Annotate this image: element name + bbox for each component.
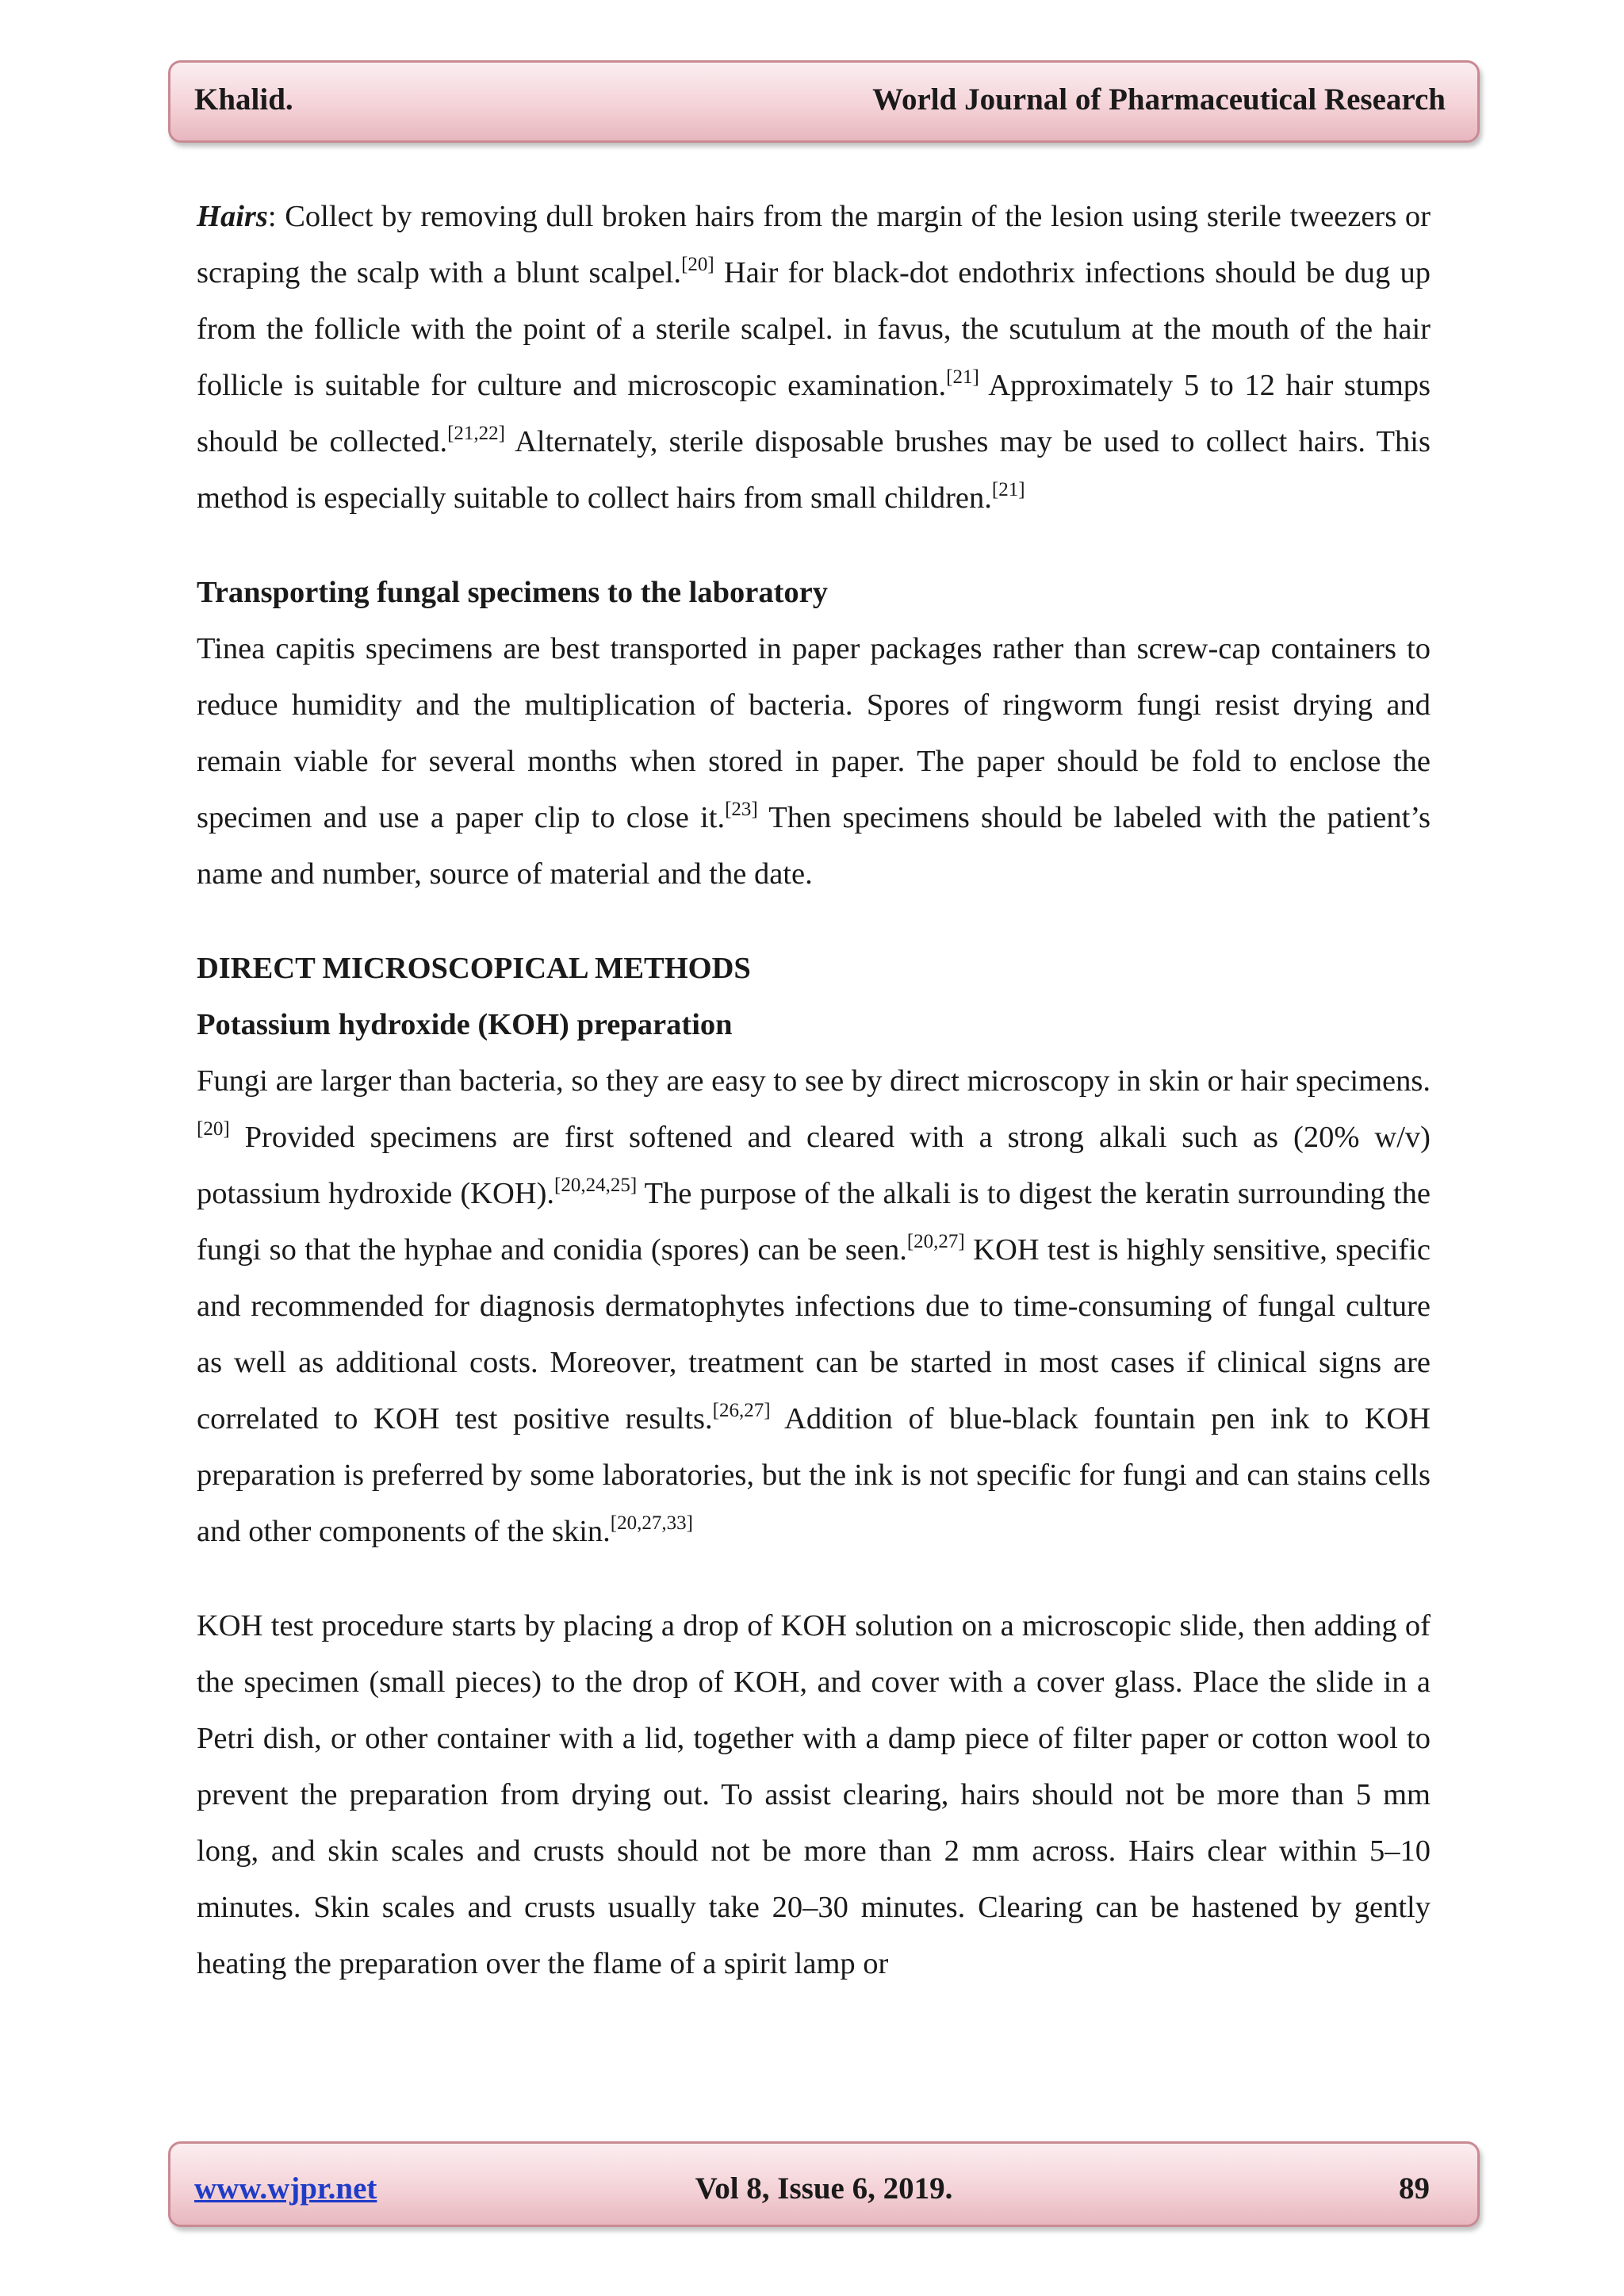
- hairs-text-1: : Collect by removing dull broken hairs from the margin of the lesion using sterile tweezers or scraping the scalp with a blunt scalpel.: [197, 200, 1431, 289]
- procedure-paragraph: KOH test procedure starts by placing a drop of KOH solution on a microscopic slide, then adding of the specimen (small pieces) to the drop of KOH, and cover with a cover glass. Place the slide in a Petri dish, or other container with a lid, together with a damp piece of filter paper or cotton wool to prevent the preparation from drying out. To assist clearing, hairs should not be more than 5 mm long, and skin scales and crusts should not be more than 2 mm across. Hairs clear within 5–10 minutes. Skin scales and crusts usually take 20–30 minutes. Clearing can be hastened by gently heating the preparation over the flame of a spirit lamp or: [197, 1609, 1431, 1980]
- page-footer: [168, 2141, 1480, 2227]
- citation: [21]: [946, 366, 979, 388]
- subsection-heading: Potassium hydroxide (KOH) preparation: [197, 1008, 733, 1041]
- transport-heading: Transporting fungal specimens to the laboratory: [197, 576, 829, 609]
- header-author: Khalid.: [194, 82, 293, 117]
- citation: [21,22]: [447, 423, 505, 444]
- hairs-text-3: Approximately 5 to 12 hair stumps should be collected.: [197, 369, 1431, 458]
- article-body: [197, 189, 1431, 1992]
- transport-text-1: Tinea capitis specimens are best transported in paper packages rather than screw-cap containers to reduce humidity and the multiplication of bacteria. Spores of ringworm fungi resist drying and remain viable for several months when stored in paper. The paper should be fold to enclose the specimen and use a paper clip to close it.: [197, 632, 1431, 834]
- header-journal-title: World Journal of Pharmaceutical Research: [872, 82, 1446, 117]
- transport-paragraph: [197, 621, 1431, 903]
- transport-text-2: Then specimens should be labeled with the patient’s name and number, source of material and the date.: [197, 801, 1431, 891]
- hairs-text-4: Alternately, sterile disposable brushes may be used to collect hairs. This method is especially suitable to collect hairs from small children.: [197, 425, 1431, 515]
- citation: [20,27]: [906, 1231, 965, 1252]
- section-heading: DIRECT MICROSCOPICAL METHODS: [197, 952, 751, 985]
- footer-issue: Vol 8, Issue 6, 2019.: [695, 2171, 953, 2206]
- koh-text-2: Provided specimens are first softened and cleared with a strong alkali such as (20% w/v) potassium hydroxide (KOH).: [197, 1121, 1431, 1210]
- koh-text-4: KOH test is highly sensitive, specific and recommended for diagnosis dermatophytes infections due to time-consuming of fungal culture as well as additional costs. Moreover, treatment can be started in most cases if clinical signs are correlated to KOH test positive results.: [197, 1233, 1431, 1435]
- hairs-label: Hairs: [197, 200, 268, 233]
- footer-page-number: 89: [1399, 2171, 1430, 2206]
- hairs-paragraph: [197, 189, 1431, 527]
- hairs-text-2: Hair for black-dot endothrix infections should be dug up from the follicle with the point of a sterile scalpel. in favus, the scutulum at the mouth of the hair follicle is suitable for culture and microscopic examination.: [197, 256, 1431, 402]
- citation: [20]: [681, 254, 714, 275]
- footer-website-link[interactable]: www.wjpr.net: [194, 2171, 377, 2206]
- koh-text-3: The purpose of the alkali is to digest the keratin surrounding the fungi so that the hyphae and conidia (spores) can be seen.: [197, 1177, 1431, 1267]
- koh-paragraph: [197, 1053, 1431, 1560]
- page-header: [168, 60, 1480, 143]
- koh-text-1: Fungi are larger than bacteria, so they are easy to see by direct microscopy in skin or hair specimens.: [197, 1064, 1431, 1098]
- citation: [26,27]: [712, 1400, 771, 1421]
- citation: [20]: [197, 1118, 230, 1140]
- citation: [21]: [991, 479, 1025, 500]
- koh-text-5: Addition of blue-black fountain pen ink to KOH preparation is preferred by some laboratories, but the ink is not specific for fungi and can stains cells and other components of the skin.: [197, 1402, 1431, 1548]
- citation: [20,27,33]: [610, 1512, 693, 1534]
- citation: [23]: [725, 799, 758, 820]
- citation: [20,24,25]: [554, 1175, 638, 1196]
